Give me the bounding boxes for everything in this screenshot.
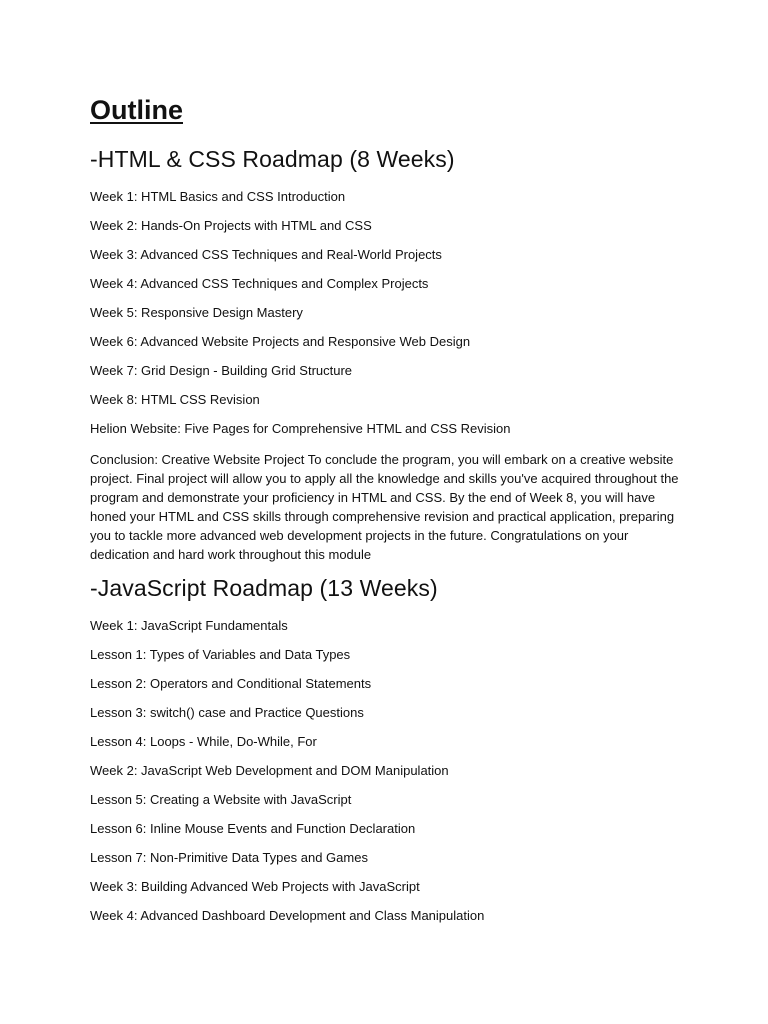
list-item: Lesson 5: Creating a Website with JavaScript: [90, 792, 352, 807]
list-item: Week 1: JavaScript Fundamentals: [90, 618, 288, 633]
javascript-roadmap-heading: -JavaScript Roadmap (13 Weeks): [90, 575, 438, 601]
list-item: Week 4: Advanced CSS Techniques and Complex Projects: [90, 276, 429, 291]
javascript-roadmap-list: [90, 618, 686, 937]
conclusion-paragraph: Conclusion: Creative Website Project To conclude the program, you will embark on a creative website project. Final project will allow you to apply all the knowledge and skills you've acquired throughout the program and demonstrate your proficiency in HTML and CSS. By the end of Week 8, you will have honed your HTML and CSS skills through comprehensive revision and practical application, preparing you to tackle more advanced web development projects in the future. Congratulations on your dedication and hard work throughout this module: [90, 452, 679, 562]
html-css-roadmap-list: [90, 189, 686, 450]
list-item: Week 1: HTML Basics and CSS Introduction: [90, 189, 346, 204]
html-css-roadmap-heading: -HTML & CSS Roadmap (8 Weeks): [90, 146, 455, 172]
list-item: Lesson 6: Inline Mouse Events and Function Declaration: [90, 821, 416, 836]
list-item: Week 3: Building Advanced Web Projects with JavaScript: [90, 879, 420, 894]
list-item: Lesson 4: Loops - While, Do-While, For: [90, 734, 317, 749]
list-item: Lesson 2: Operators and Conditional Statements: [90, 676, 372, 691]
list-item: Week 2: Hands-On Projects with HTML and CSS: [90, 218, 372, 233]
list-item: Helion Website: Five Pages for Comprehensive HTML and CSS Revision: [90, 421, 511, 436]
list-item: Week 7: Grid Design - Building Grid Structure: [90, 363, 353, 378]
list-item: Week 8: HTML CSS Revision: [90, 392, 260, 407]
list-item: Lesson 1: Types of Variables and Data Types: [90, 647, 351, 662]
list-item: Week 5: Responsive Design Mastery: [90, 305, 303, 320]
list-item: Lesson 3: switch() case and Practice Questions: [90, 705, 364, 720]
page-title: Outline: [90, 95, 183, 125]
list-item: Week 6: Advanced Website Projects and Responsive Web Design: [90, 334, 471, 349]
list-item: Lesson 7: Non-Primitive Data Types and Games: [90, 850, 368, 865]
list-item: Week 4: Advanced Dashboard Development and Class Manipulation: [90, 908, 485, 923]
list-item: Week 3: Advanced CSS Techniques and Real-World Projects: [90, 247, 442, 262]
list-item: Week 2: JavaScript Web Development and DOM Manipulation: [90, 763, 449, 778]
